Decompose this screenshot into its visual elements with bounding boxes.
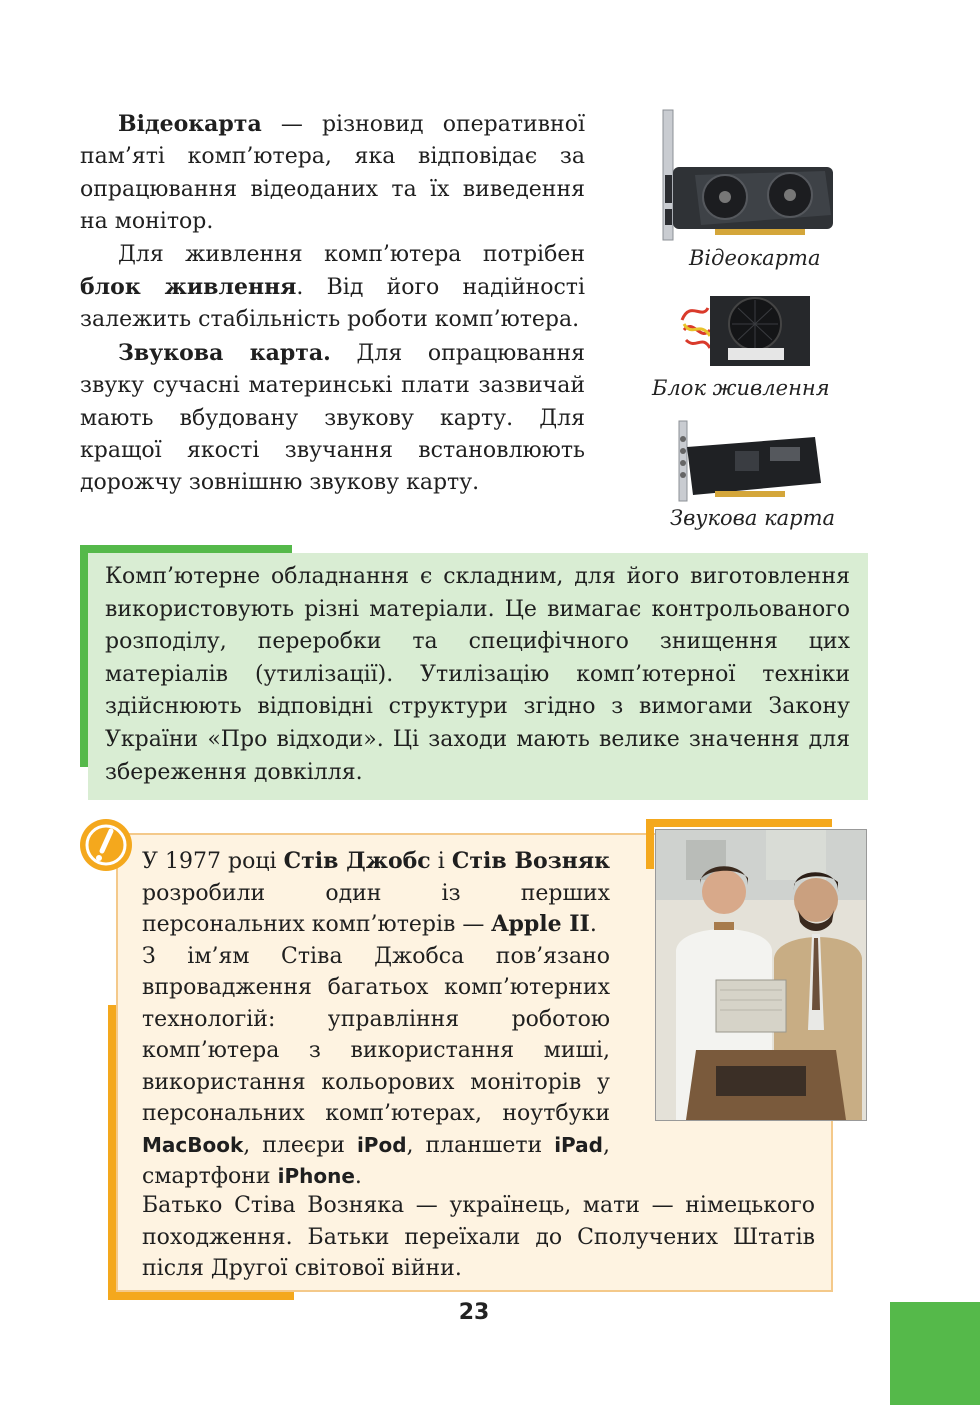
video-card-caption: Відеокарта: [689, 246, 821, 270]
info-icon: [78, 817, 134, 873]
name-wozniak: Стів Возняк: [451, 848, 610, 874]
video-card-image: [655, 105, 840, 247]
fact-paragraph-parents: Батько Стіва Возняка — українець, мати — німецького походження. Батьки переїхали до Сполучених Штатів після Другої світової війни.: [142, 1193, 815, 1281]
sound-card-image: [675, 417, 825, 507]
fact-paragraph-technologies: [142, 941, 610, 1193]
jobs-wozniak-photo: [655, 829, 867, 1121]
paragraph-text: Для опрацювання звуку сучасні материнські плати зазвичай мають вбудовану звукову карту. Для кращої якості звучання встановлюють дорожчу зовнішню звукову карту.: [80, 340, 585, 496]
fact-text-part: , плеєри: [243, 1132, 357, 1158]
product-iphone: iPhone: [277, 1164, 355, 1188]
paragraph-text: — різновид оперативної пам’яті комп’ютера, яка відповідає за опрацювання відеоданих та їх виведення на монітор.: [80, 112, 585, 235]
term-power-supply: блок живлення: [80, 274, 297, 301]
product-apple-ii: Apple II: [491, 911, 590, 937]
note-text: Комп’ютерне обладнання є складним, для його виготовлення використовують різні матеріали. Це вимагає контрольованого розподілу, переробки та специфічного знищення цих матеріалів (утилізації). Утилізацію комп’ютерної техніки здійснюють відповідні структури згідно з вимогами Закону України «Про відходи». Ці заходи мають велике значення для збереження довкілля.: [105, 564, 850, 785]
note-accent: [80, 545, 292, 553]
paragraph-text: . Від його надійності залежить стабільність роботи комп’ютера.: [80, 275, 585, 333]
fact-paragraph-apple: [142, 846, 610, 941]
fact-text-part: У 1977 році: [142, 849, 284, 874]
paragraph-sound-card: [80, 337, 585, 500]
fact-accent: [108, 1005, 116, 1299]
fact-text-part: .: [589, 912, 597, 937]
page-tab: [890, 1302, 980, 1405]
power-supply-image: [680, 290, 815, 370]
page-number: 23: [458, 1300, 490, 1325]
intro-text: [80, 108, 585, 500]
product-ipad: iPad: [554, 1132, 603, 1157]
term-sound-card: Звукова карта.: [118, 339, 331, 366]
power-supply-caption: Блок живлення: [652, 376, 830, 400]
paragraph-text: Для живлення комп’ютера потрібен: [118, 241, 585, 267]
fact-text-part: розробили один із перших персональних комп’ютерів —: [142, 880, 610, 937]
product-ipod: iPod: [356, 1132, 407, 1157]
fact-accent: [108, 1292, 294, 1300]
paragraph-power-supply: [80, 239, 585, 337]
fact-text-part: , планшети: [406, 1132, 555, 1158]
fact-text-part: , смартфони: [142, 1132, 610, 1189]
fact-text-part: .: [354, 1164, 362, 1189]
product-macbook: MacBook: [142, 1132, 244, 1157]
fact-text: [142, 846, 610, 1193]
photo-accent: [646, 819, 654, 869]
photo-accent: [646, 819, 832, 827]
sound-card-caption: Звукова карта: [670, 506, 836, 530]
term-video-card: Відеокарта: [118, 111, 262, 137]
fact-text-part: і: [430, 849, 452, 874]
note-box: [88, 553, 868, 800]
note-accent: [80, 545, 88, 767]
name-jobs: Стів Джобс: [283, 848, 431, 874]
paragraph-video-card: [80, 108, 585, 239]
fact-text-parents: [142, 1190, 815, 1285]
fact-text-part: З ім’ям Стіва Джобса пов’язано впровадження багатьох комп’ютерних технологій: управління роботою комп’ютера з використання миші, використання кольорових моніторів у персональних комп’ютерах, ноутбуки: [142, 943, 610, 1126]
